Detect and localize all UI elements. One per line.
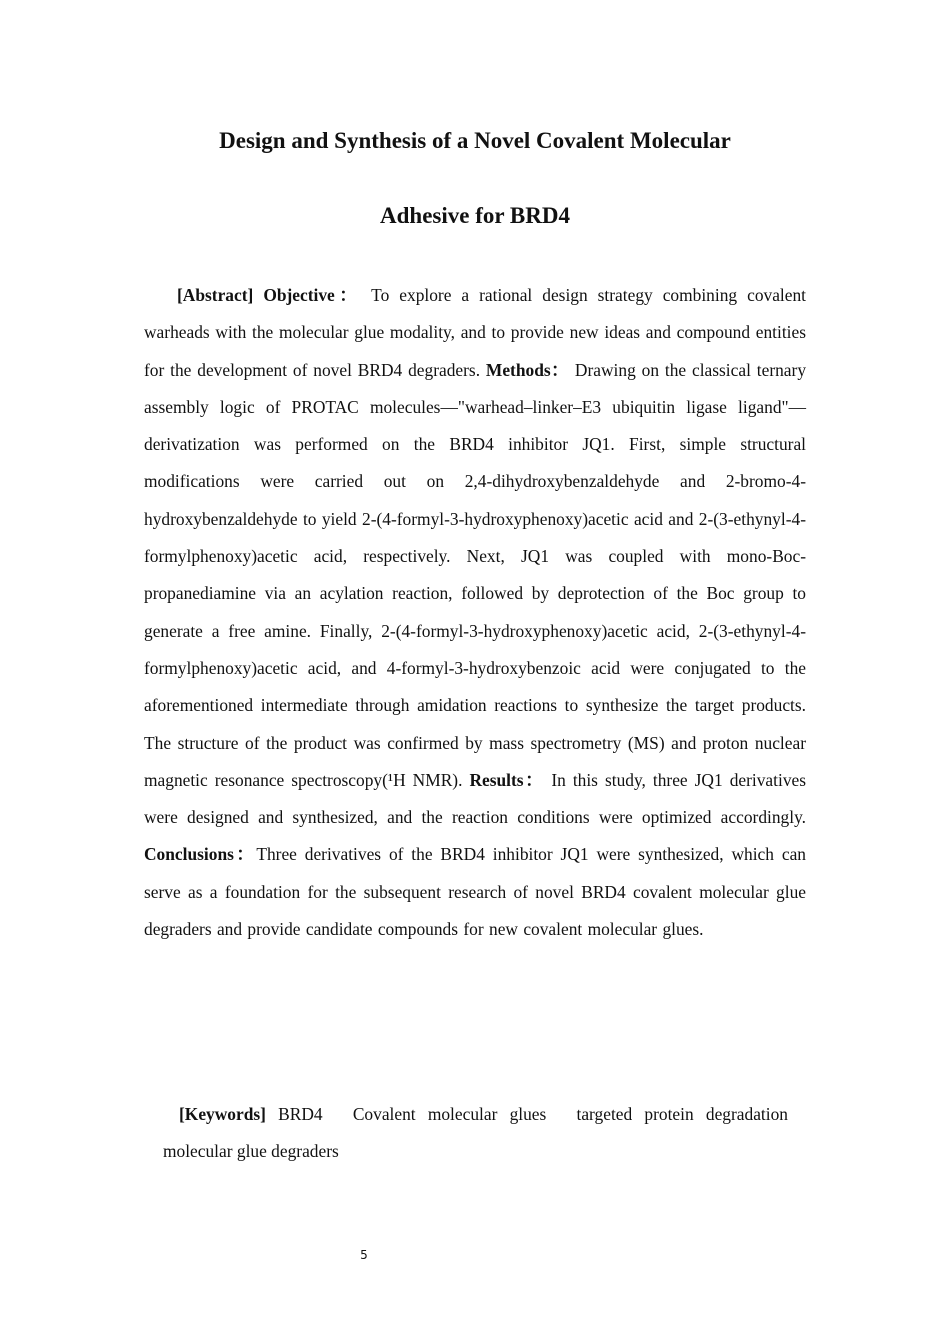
conclusions-label: Conclusions： <box>144 844 257 865</box>
keyword-item: Covalent molecular glues <box>352 1104 547 1124</box>
methods-label: Methods： <box>485 359 570 380</box>
results-text: In this study, three JQ1 derivatives were designed and synthesized, and the reaction conditions were optimized accordingly. <box>144 769 806 828</box>
abstract-label: [Abstract] <box>177 285 254 305</box>
keyword-item: targeted protein degradation <box>576 1104 788 1124</box>
abstract-paragraph <box>144 277 806 948</box>
results-label: Results： <box>469 769 545 790</box>
page-number: 5 <box>360 1248 368 1262</box>
methods-text: Drawing on the classical ternary assembly logic of PROTAC molecules—"warhead–linker–E3 ubiquitin ligase ligand"—derivatization was performed on the BRD4 inhibitor JQ1. First, simple structural modifications were carried out on 2,4-dihydroxybenzaldehyde and 2-bromo-4-hydroxybenzaldehyde to yield 2-(4-formyl-3-hydroxyphenoxy)acetic acid and 2-(3-ethynyl-4-formylphenoxy)acetic acid, respectively. Next, JQ1 was coupled with mono-Boc-propanediamine via an acylation reaction, followed by deprotection of the Boc group to generate a free amine. Finally, 2-(4-formyl-3-hydroxyphenoxy)acetic acid, 2-(3-ethynyl-4-formylphenoxy)acetic acid, and 4-formyl-3-hydroxybenzoic acid were conjugated to the aforementioned intermediate through amidation reactions to synthesize the target products. The structure of the product was confirmed by mass spectrometry (MS) and proton nuclear magnetic resonance spectroscopy(¹H NMR). <box>144 359 807 790</box>
paper-title-line-2: Adhesive for BRD4 <box>380 203 570 228</box>
keywords-paragraph <box>163 1096 806 1171</box>
objective-text: To explore a rational design strategy combining covalent warheads with the molecular glue modality, and to provide new ideas and compound entities for the development of novel BRD4 degraders. <box>144 285 807 380</box>
keyword-item: molecular glue degraders <box>163 1141 339 1162</box>
conclusions-text: Three derivatives of the BRD4 inhibitor JQ1 were synthesized, which can serve as a foundation for the subsequent research of novel BRD4 covalent molecular glue degraders and provide candidate compounds for new covalent molecular glues. <box>144 844 806 940</box>
keywords-label: [Keywords] <box>179 1104 266 1124</box>
objective-label: Objective： <box>263 285 362 305</box>
keyword-item: BRD4 <box>278 1104 323 1124</box>
paper-title-line-1: Design and Synthesis of a Novel Covalent Molecular <box>219 128 731 153</box>
